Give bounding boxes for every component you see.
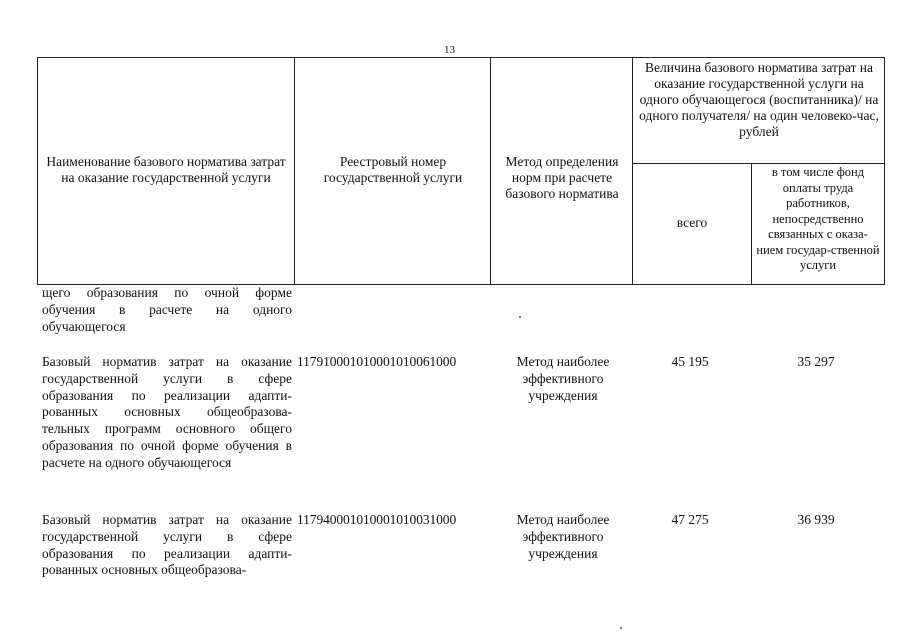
- row-1-registry: 117910001010001010061000: [297, 354, 457, 369]
- row-2-method: Метод наиболее эффективного учреждения: [516, 512, 610, 561]
- header-wage-fund: в том числе фонд оплаты труда работников, непосредственно связанных с оказа-нием государ-ственной услуги: [756, 165, 880, 272]
- scan-speck-bottom: [620, 627, 622, 629]
- row-1-total: 45 195: [671, 354, 709, 369]
- header-registry: Реестровый номер государственной услуги: [323, 154, 463, 185]
- row-2-name: Базовый норматив затрат на оказание государственной услуги в сфере образования по реализации адапти-рованных основных общеобразова-: [42, 512, 292, 578]
- header-name: Наименование базового норматива затрат на оказание государственной услуги: [46, 154, 286, 185]
- row-1-wage-fund: 35 297: [797, 354, 835, 369]
- header-method: Метод определения норм при расчете базового норматива: [505, 154, 619, 201]
- row-2-total: 47 275: [671, 512, 709, 527]
- page-number: 13: [444, 44, 455, 56]
- row-1-name: Базовый норматив затрат на оказание государственной услуги в сфере образования по реализации адапти-рованных основных общеобразова-тельных программ основного общего образования по очной форме обучения в расчете на одного обучающегося: [42, 354, 292, 470]
- divider-method-value: [632, 57, 633, 284]
- header-total: всего: [676, 215, 708, 230]
- continuation-name-tail: щего образования по очной форме обучения в расчете на одного обучающегося: [42, 285, 292, 334]
- divider-total-wage: [751, 163, 752, 284]
- row-2-registry: 117940001010001010031000: [297, 512, 457, 527]
- row-1-method: Метод наиболее эффективного учреждения: [516, 354, 610, 403]
- row-2-wage-fund: 36 939: [797, 512, 835, 527]
- divider-value-group: [632, 163, 884, 164]
- scan-speck: [519, 316, 521, 318]
- divider-name-registry: [294, 57, 295, 284]
- header-value-group: Величина базового норматива затрат на оказание государственной услуги на одного обучающегося (воспитанника)/ на одного получателя/ на один человеко-час, рублей: [639, 60, 879, 139]
- divider-registry-method: [490, 57, 491, 284]
